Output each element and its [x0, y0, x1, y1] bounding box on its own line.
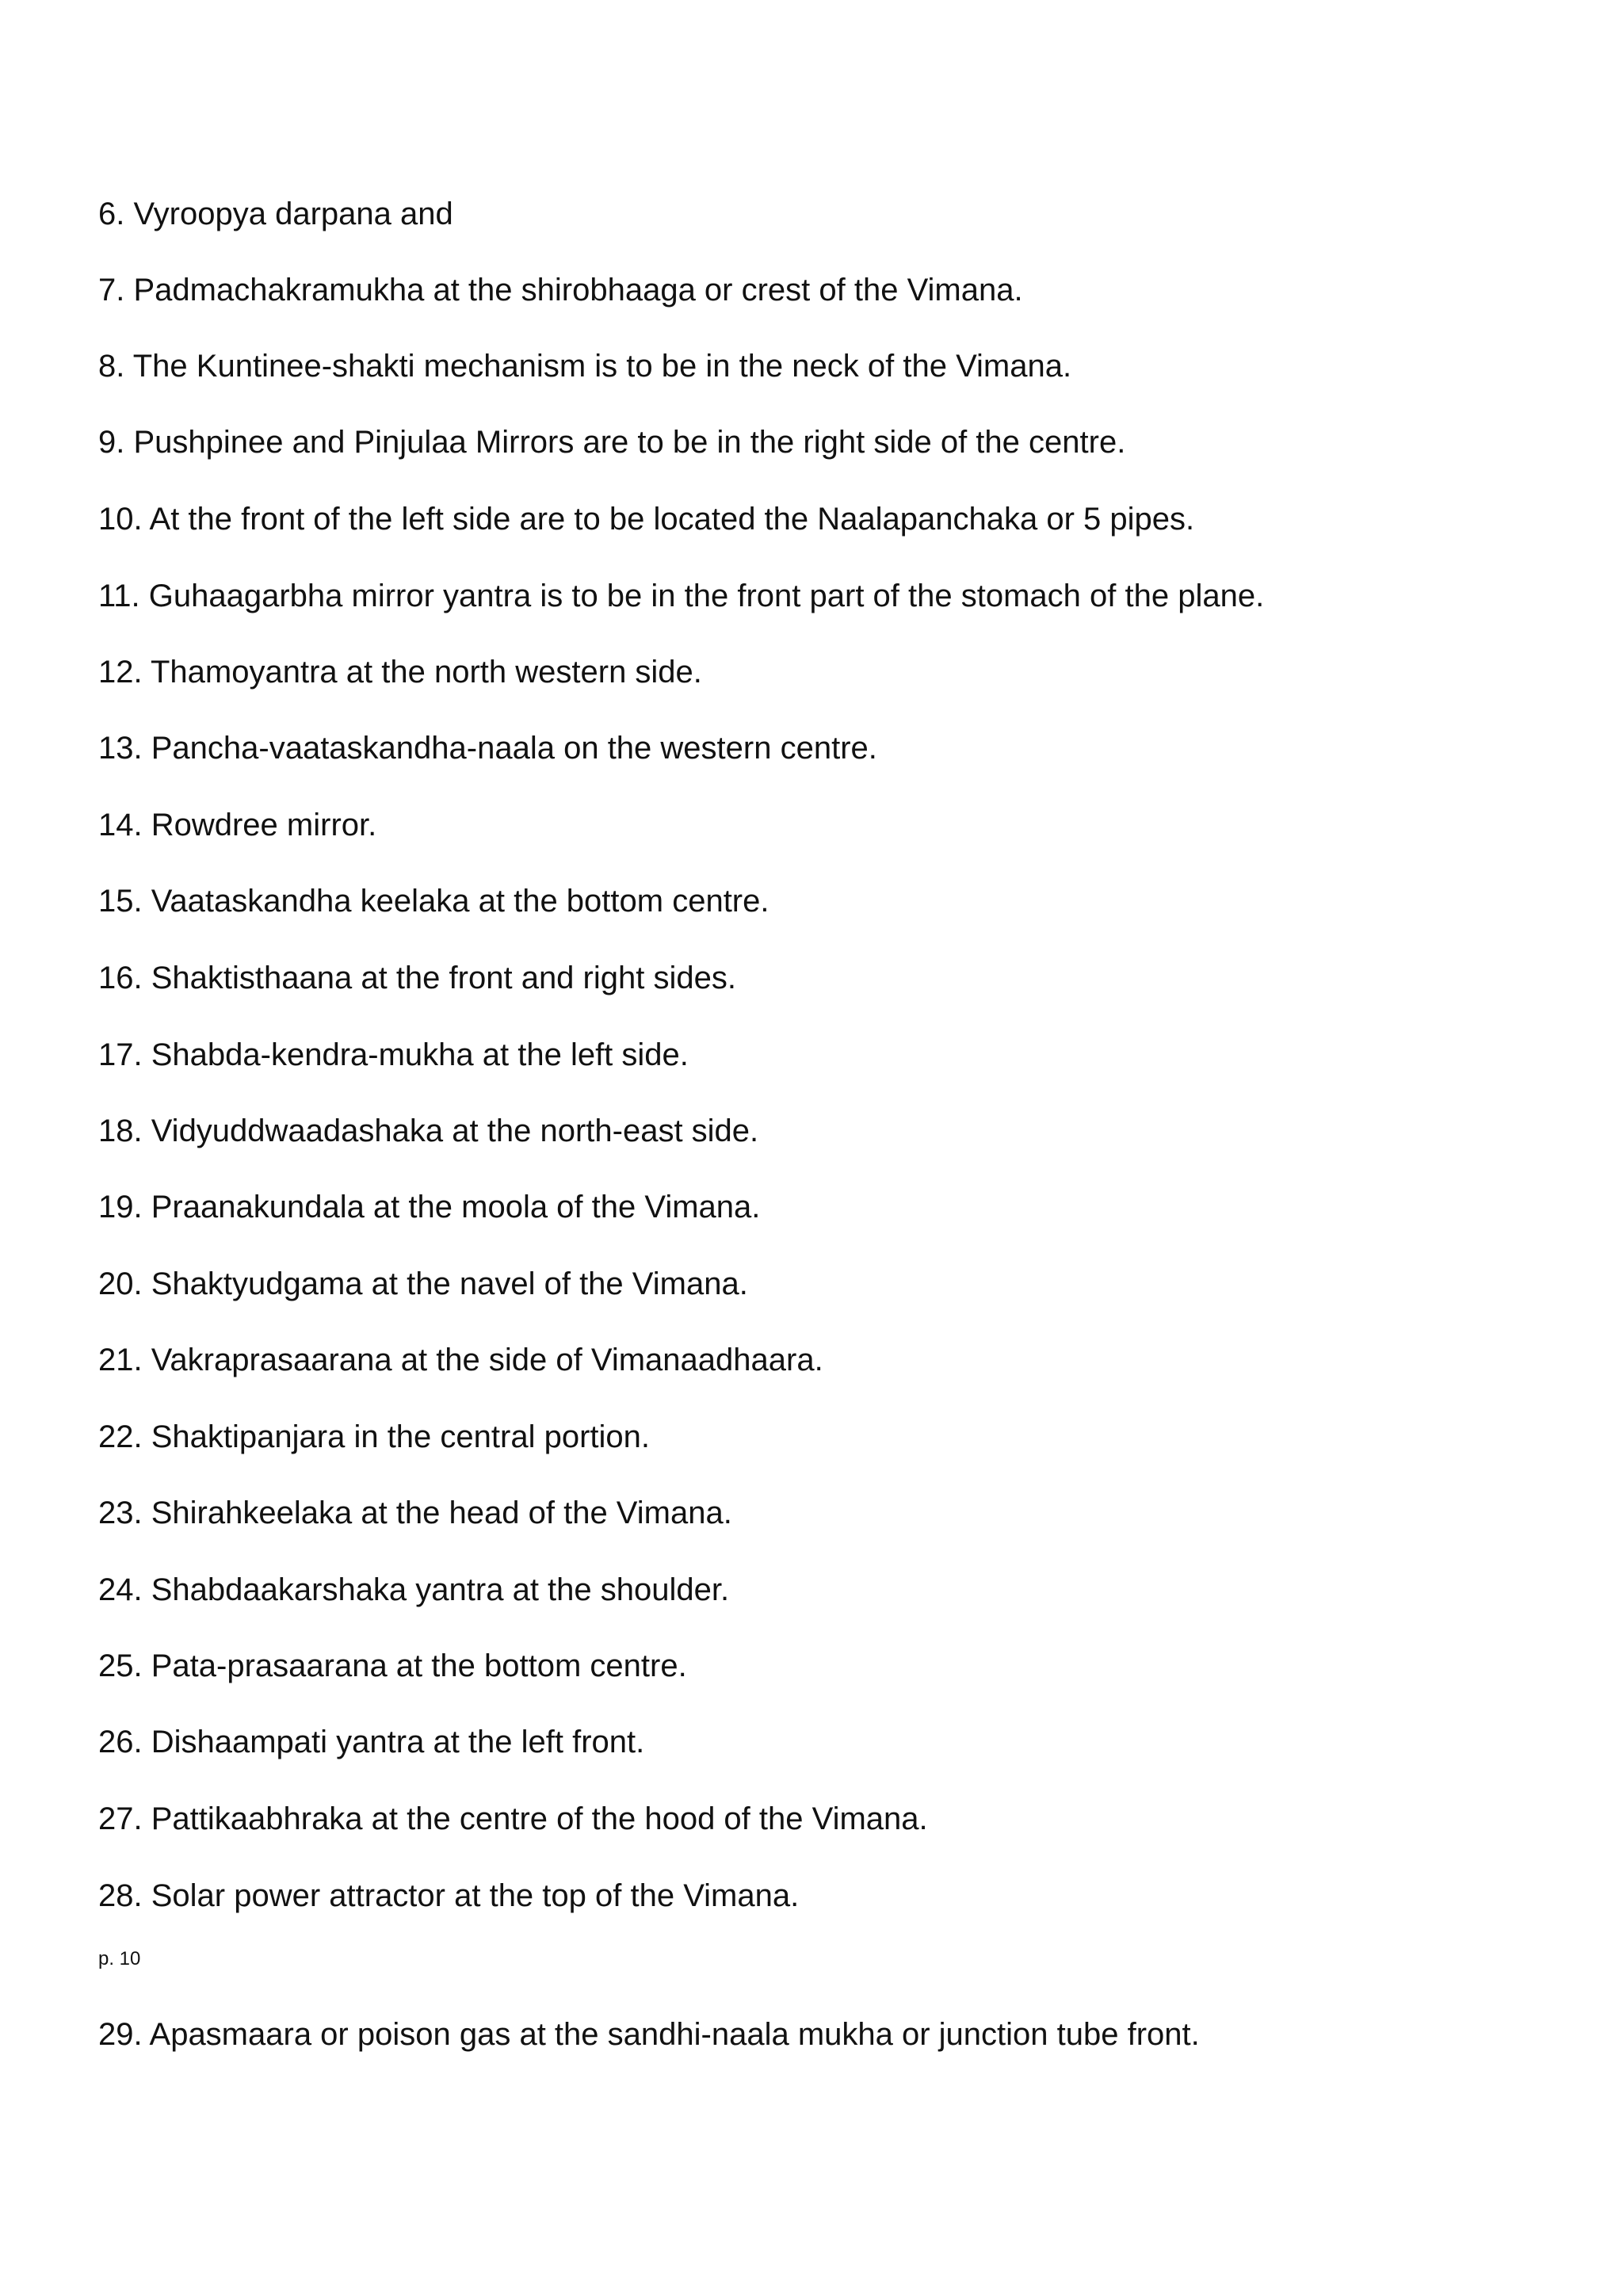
- list-item: 12. Thamoyantra at the north western side.: [98, 655, 702, 690]
- list-item: 15. Vaataskandha keelaka at the bottom centre.: [98, 884, 769, 919]
- list-item: 7. Padmachakramukha at the shirobhaaga or crest of the Vimana.: [98, 273, 1023, 308]
- list-item: 11. Guhaagarbha mirror yantra is to be in the front part of the stomach of the plane.: [98, 579, 1265, 613]
- list-item: 9. Pushpinee and Pinjulaa Mirrors are to be in the right side of the centre.: [98, 425, 1126, 460]
- list-item: 22. Shaktipanjara in the central portion.: [98, 1419, 650, 1454]
- list-item: 27. Pattikaabhraka at the centre of the hood of the Vimana.: [98, 1801, 928, 1836]
- list-item: 23. Shirahkeelaka at the head of the Vimana.: [98, 1496, 732, 1530]
- list-item: 13. Pancha-vaataskandha-naala on the western centre.: [98, 731, 877, 766]
- list-item: 14. Rowdree mirror.: [98, 808, 377, 842]
- list-item: 29. Apasmaara or poison gas at the sandhi-naala mukha or junction tube front.: [98, 2017, 1200, 2052]
- list-item: 6. Vyroopya darpana and: [98, 197, 453, 231]
- list-item: 8. The Kuntinee-shakti mechanism is to be in the neck of the Vimana.: [98, 349, 1072, 384]
- list-item: 18. Vidyuddwaadashaka at the north-east side.: [98, 1114, 759, 1148]
- list-item: 28. Solar power attractor at the top of the Vimana.: [98, 1878, 800, 1913]
- list-item: 16. Shaktisthaana at the front and right sides.: [98, 961, 736, 995]
- list-item: 17. Shabda-kendra-mukha at the left side.: [98, 1037, 689, 1072]
- list-item: 26. Dishaampati yantra at the left front.: [98, 1725, 645, 1759]
- list-item: 24. Shabdaakarshaka yantra at the shoulder.: [98, 1572, 730, 1607]
- list-item: 19. Praanakundala at the moola of the Vimana.: [98, 1190, 761, 1224]
- list-item: 21. Vakraprasaarana at the side of Vimanaadhaara.: [98, 1343, 823, 1377]
- page-number-marker: p. 10: [98, 1948, 141, 1969]
- list-item: 25. Pata-prasaarana at the bottom centre.: [98, 1648, 687, 1683]
- list-item: 10. At the front of the left side are to be located the Naalapanchaka or 5 pipes.: [98, 502, 1195, 537]
- list-item: 20. Shaktyudgama at the navel of the Vimana.: [98, 1266, 748, 1301]
